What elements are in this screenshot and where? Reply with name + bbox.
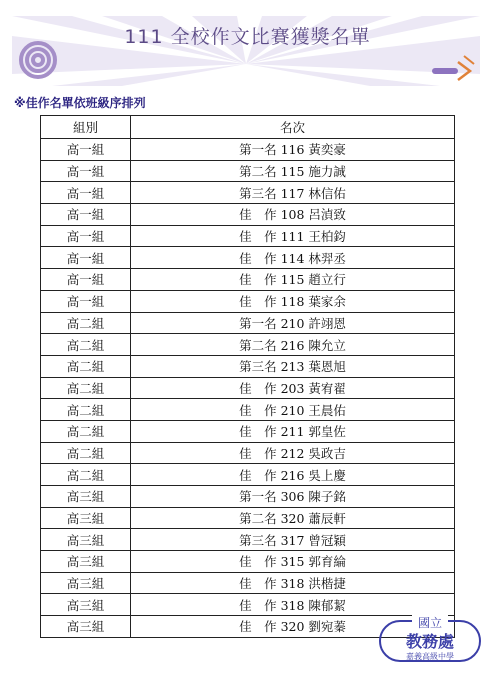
group-cell: 高三組 <box>41 507 131 529</box>
rank-cell: 第一名 306 陳子銘 <box>131 486 455 508</box>
rank-cell: 佳 作 318 洪楷捷 <box>131 572 455 594</box>
rank-cell: 佳 作 212 吳政吉 <box>131 442 455 464</box>
table-row <box>41 269 455 291</box>
rank-cell: 佳 作 111 王柏鈞 <box>131 225 455 247</box>
group-cell: 高一組 <box>41 204 131 226</box>
group-cell: 高二組 <box>41 355 131 377</box>
group-cell: 高二組 <box>41 464 131 486</box>
group-cell: 高二組 <box>41 420 131 442</box>
seal-main-text: 教務處 <box>405 632 455 651</box>
table-row <box>41 225 455 247</box>
table-row <box>41 355 455 377</box>
group-cell: 高一組 <box>41 225 131 247</box>
group-cell: 高一組 <box>41 160 131 182</box>
column-header-rank: 名次 <box>131 116 455 139</box>
group-cell: 高二組 <box>41 377 131 399</box>
group-cell: 高一組 <box>41 290 131 312</box>
group-cell: 高三組 <box>41 551 131 573</box>
rank-cell: 佳 作 108 呂湞致 <box>131 204 455 226</box>
table-row <box>41 464 455 486</box>
table-row <box>41 572 455 594</box>
table-row <box>41 442 455 464</box>
group-cell: 高三組 <box>41 529 131 551</box>
rank-cell: 佳 作 210 王晨佑 <box>131 399 455 421</box>
table-row <box>41 399 455 421</box>
table-row <box>41 139 455 161</box>
group-cell: 高一組 <box>41 269 131 291</box>
rank-cell: 佳 作 315 郭育綸 <box>131 551 455 573</box>
rank-cell: 佳 作 115 趙立行 <box>131 269 455 291</box>
rank-cell: 第二名 320 蕭辰軒 <box>131 507 455 529</box>
rank-cell: 第一名 116 黃奕豪 <box>131 139 455 161</box>
rank-cell: 佳 作 216 吳上慶 <box>131 464 455 486</box>
list-order-note: ※佳作名單依班級序排列 <box>14 96 146 110</box>
rank-cell: 佳 作 114 林羿丞 <box>131 247 455 269</box>
table-row <box>41 247 455 269</box>
table-row <box>41 420 455 442</box>
table-row <box>41 594 455 616</box>
rank-cell: 佳 作 318 陳郁絜 <box>131 594 455 616</box>
table-row <box>41 204 455 226</box>
table-row <box>41 312 455 334</box>
seal-bottom-text: 嘉義高級中學 <box>406 652 454 661</box>
rank-cell: 佳 作 118 葉家余 <box>131 290 455 312</box>
table-row <box>41 529 455 551</box>
table-row <box>41 507 455 529</box>
group-cell: 高二組 <box>41 442 131 464</box>
rank-cell: 佳 作 211 郭皇佐 <box>131 420 455 442</box>
rank-cell: 第三名 213 葉恩旭 <box>131 355 455 377</box>
award-table <box>40 115 455 638</box>
group-cell: 高二組 <box>41 312 131 334</box>
group-cell: 高二組 <box>41 334 131 356</box>
rank-cell: 第二名 216 陳允立 <box>131 334 455 356</box>
rank-cell: 第三名 317 曾冠穎 <box>131 529 455 551</box>
group-cell: 高一組 <box>41 182 131 204</box>
rank-cell: 佳 作 320 劉宛蓁 <box>131 616 455 638</box>
table-row <box>41 160 455 182</box>
group-cell: 高三組 <box>41 486 131 508</box>
group-cell: 高三組 <box>41 594 131 616</box>
group-cell: 高二組 <box>41 399 131 421</box>
rank-cell: 第一名 210 許翊恩 <box>131 312 455 334</box>
rank-cell: 第二名 115 施力誠 <box>131 160 455 182</box>
table-row <box>41 377 455 399</box>
office-seal-stamp <box>378 615 482 667</box>
rank-cell: 佳 作 203 黃宥翟 <box>131 377 455 399</box>
table-row <box>41 182 455 204</box>
column-header-group: 組別 <box>41 116 131 139</box>
seal-top-text: 國立 <box>417 616 443 630</box>
award-table-body <box>41 139 455 638</box>
group-cell: 高一組 <box>41 247 131 269</box>
table-header-row <box>41 116 455 139</box>
group-cell: 高三組 <box>41 572 131 594</box>
group-cell: 高一組 <box>41 139 131 161</box>
table-row <box>41 486 455 508</box>
table-row <box>41 290 455 312</box>
page-title: 111 全校作文比賽獲獎名單 <box>124 26 371 48</box>
group-cell: 高三組 <box>41 616 131 638</box>
rank-cell: 第三名 117 林信佑 <box>131 182 455 204</box>
table-row <box>41 334 455 356</box>
table-row <box>41 551 455 573</box>
